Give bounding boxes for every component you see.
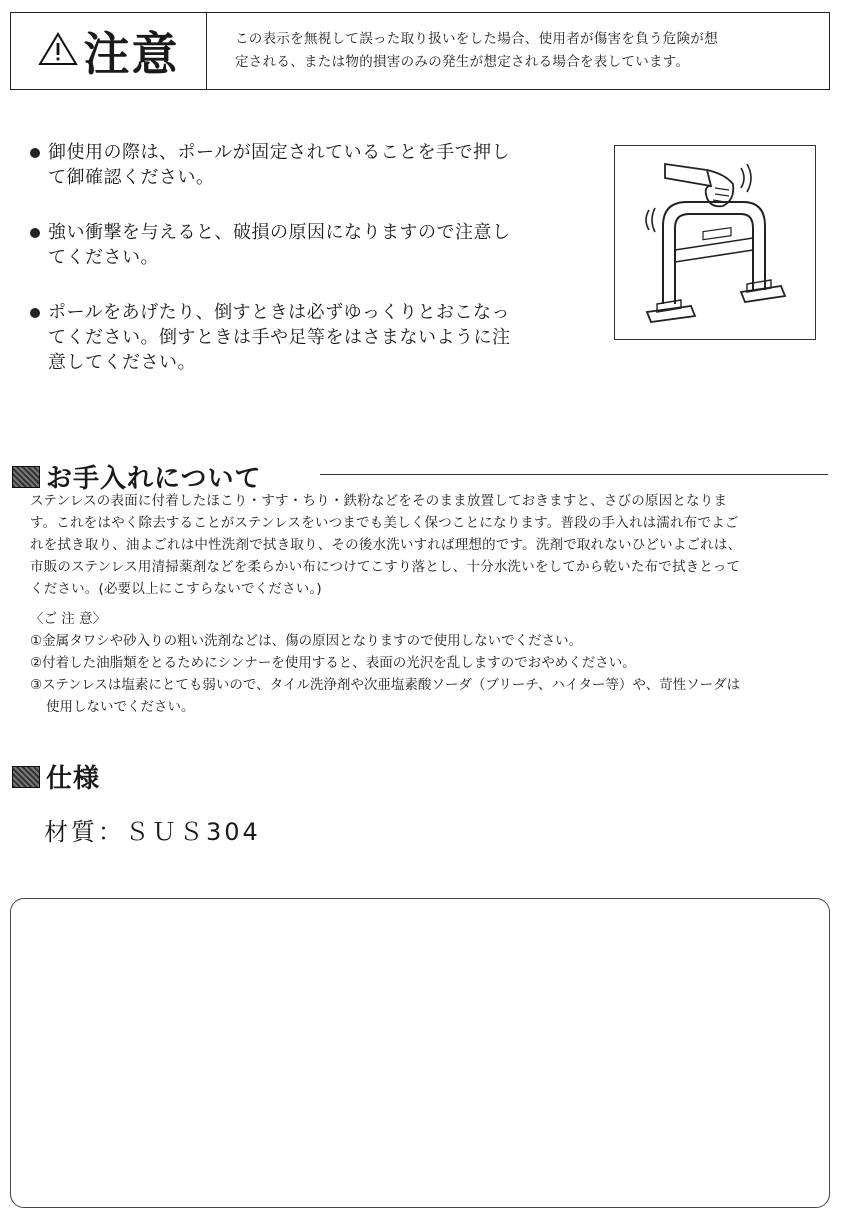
care-instructions: [30, 490, 830, 600]
care-text-line: ください。(必要以上にこすらないでください。): [30, 581, 322, 597]
bullet-item: [30, 300, 550, 375]
care-text-line: 市販のステンレス用清掃薬剤などを柔らかい布につけてこすり落とし、十分水洗いをしてから乾いた布で拭きとって: [30, 559, 741, 575]
care-notes: [30, 608, 830, 718]
caution-bullet-list: [30, 140, 550, 405]
section-marker-icon: [12, 766, 40, 788]
care-text-line: す。これをはやく除去することがステンレスをいつまでも美しく保つことになります。普段の手入れは濡れ布でよご: [30, 515, 739, 531]
bullet-text-line: ポールをあげたり、倒すときは必ずゆっくりとおこなっ: [48, 302, 510, 323]
caution-text-line: 定される、または物的損害のみの発生が想定される場合を表しています。: [235, 54, 690, 70]
caution-description: [207, 28, 829, 74]
bullet-text-line: 強い衝撃を与えると、破損の原因になりますので注意し: [48, 222, 511, 243]
spec-section-title: 仕様: [46, 764, 101, 794]
note-item: ③ステンレスは塩素にとても弱いので、タイル洗浄剤や次亜塩素酸ソーダ（ブリーチ、ハイター等）や、苛性ソーダは: [30, 677, 741, 693]
caution-title: 注意: [83, 27, 180, 81]
hand-pushing-grab-bar-icon: [615, 146, 815, 338]
care-text-line: れを拭き取り、油よごれは中性洗剤で拭き取り、その後水洗いすれば理想的です。洗剤で取れないひどいよごれは、: [30, 537, 742, 553]
bullet-text-line: 御使用の際は、ポールが固定されていることを手で押し: [48, 142, 511, 163]
bullet-item: [30, 220, 550, 270]
material-spec: 材質：ＳＵＳ304: [44, 818, 261, 846]
warning-triangle-icon: [38, 31, 78, 71]
note-item: ②付着した油脂類をとるためにシンナーを使用すると、表面の光沢を乱しますのでおやめください。: [30, 655, 636, 671]
caution-text-line: この表示を無視して誤った取り扱いをした場合、使用者が傷害を負う危険が想: [235, 31, 718, 47]
bullet-text-line: てください。倒すときは手や足等をはさまないように注: [48, 327, 511, 348]
care-text-line: ステンレスの表面に付着したほこり・すす・ちり・鉄粉などをそのまま放置しておきますと、さびの原因となりま: [30, 493, 728, 509]
bullet-text-line: てください。: [48, 247, 159, 268]
bullet-text-line: 意してください。: [48, 352, 196, 373]
bullet-text-line: て御確認ください。: [48, 167, 215, 188]
bullet-dot-icon: [30, 148, 40, 158]
caution-box: [10, 12, 830, 90]
spec-section-header: [12, 758, 100, 795]
blank-panel: [10, 898, 830, 1208]
caution-header: [11, 13, 207, 89]
bullet-dot-icon: [30, 228, 40, 238]
section-marker-icon: [12, 466, 40, 488]
grab-bar-illustration: [614, 145, 816, 340]
bullet-dot-icon: [30, 308, 40, 318]
bullet-item: [30, 140, 550, 190]
care-section-title: お手入れについて: [46, 464, 262, 494]
note-item: ①金属タワシや砂入りの粗い洗剤などは、傷の原因となりますので使用しないでください。: [30, 633, 583, 649]
note-item-continuation: 使用しないでください。: [46, 699, 195, 715]
notes-heading: 〈ご 注 意〉: [30, 611, 107, 627]
section-divider: [320, 474, 828, 475]
